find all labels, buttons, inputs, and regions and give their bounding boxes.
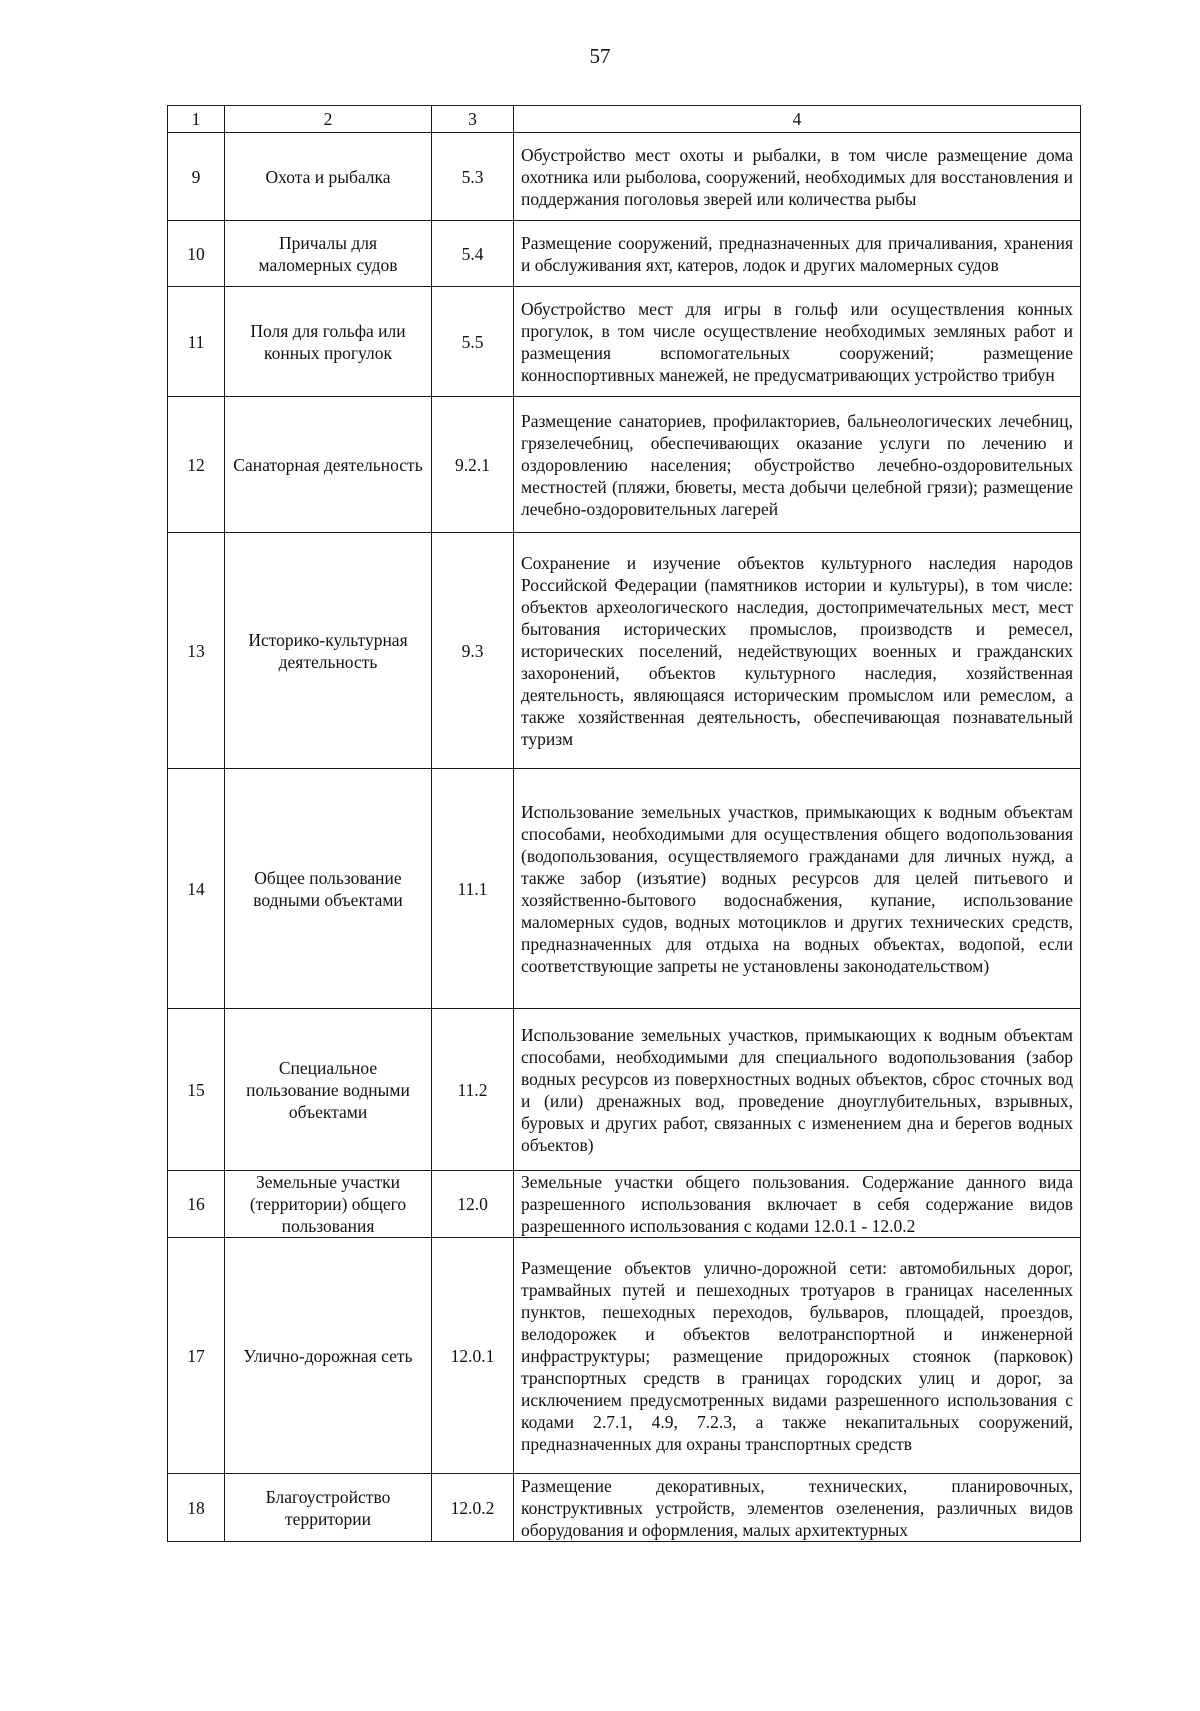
land-use-table xyxy=(167,105,1081,1542)
use-name: Земельные участки (территории) общего пользования xyxy=(225,1171,432,1238)
use-code: 12.0.2 xyxy=(432,1474,514,1542)
use-description: Размещение декоративных, технических, планировочных, конструктивных устройств, элементов озеленения, различных видов оборудования и оформления, малых архитектурных xyxy=(514,1474,1081,1542)
table-row xyxy=(168,1238,1081,1474)
table-row xyxy=(168,397,1081,533)
header-col-4: 4 xyxy=(514,106,1081,133)
table-row xyxy=(168,769,1081,1009)
use-name: Улично-дорожная сеть xyxy=(225,1238,432,1474)
table-row xyxy=(168,1009,1081,1171)
use-description: Размещение санаториев, профилакториев, бальнеологических лечебниц, грязелечебниц, обеспечивающих оказание услуги по лечению и оздоровлению населения; обустройство лечебно-оздоровительных местностей (пляжи, бюветы, места добычи целебной грязи); размещение лечебно-оздоровительных лагерей xyxy=(514,397,1081,533)
use-code: 5.5 xyxy=(432,287,514,397)
table-body xyxy=(168,133,1081,1542)
use-description: Сохранение и изучение объектов культурного наследия народов Российской Федерации (памятников истории и культуры), в том числе: объектов археологического наследия, достопримечательных мест, мест бытования исторических промыслов, производств и ремесел, исторических поселений, недействующих военных и гражданских захоронений, объектов культурного наследия, хозяйственная деятельность, являющаяся историческим промыслом или ремеслом, а также хозяйственная деятельность, обеспечивающая познавательный туризм xyxy=(514,533,1081,769)
use-code: 12.0 xyxy=(432,1171,514,1238)
use-name: Поля для гольфа или конных прогулок xyxy=(225,287,432,397)
table-row xyxy=(168,533,1081,769)
use-name: Причалы для маломерных судов xyxy=(225,221,432,287)
row-number: 11 xyxy=(168,287,225,397)
row-number: 18 xyxy=(168,1474,225,1542)
table-header xyxy=(168,106,1081,133)
header-col-2: 2 xyxy=(225,106,432,133)
row-number: 14 xyxy=(168,769,225,1009)
table-row xyxy=(168,287,1081,397)
use-name: Историко-культурная деятельность xyxy=(225,533,432,769)
page-number: 57 xyxy=(589,44,611,68)
row-number: 16 xyxy=(168,1171,225,1238)
use-description: Обустройство мест охоты и рыбалки, в том числе размещение дома охотника или рыболова, сооружений, необходимых для восстановления и поддержания поголовья зверей или количества рыбы xyxy=(514,133,1081,221)
use-code: 5.4 xyxy=(432,221,514,287)
header-row xyxy=(168,106,1081,133)
use-description: Размещение сооружений, предназначенных для причаливания, хранения и обслуживания яхт, катеров, лодок и других маломерных судов xyxy=(514,221,1081,287)
use-description: Размещение объектов улично-дорожной сети: автомобильных дорог, трамвайных путей и пешеходных тротуаров в границах населенных пунктов, пешеходных переходов, бульваров, площадей, проездов, велодорожек и объектов велотранспортной и инженерной инфраструктуры; размещение придорожных стоянок (парковок) транспортных средств в границах городских улиц и дорог, за исключением предусмотренных видами разрешенного использования с кодами 2.7.1, 4.9, 7.2.3, а также некапитальных сооружений, предназначенных для охраны транспортных средств xyxy=(514,1238,1081,1474)
table-row xyxy=(168,221,1081,287)
row-number: 17 xyxy=(168,1238,225,1474)
row-number: 15 xyxy=(168,1009,225,1171)
use-code: 12.0.1 xyxy=(432,1238,514,1474)
table-row xyxy=(168,1474,1081,1542)
header-col-1: 1 xyxy=(168,106,225,133)
use-code: 5.3 xyxy=(432,133,514,221)
use-description: Обустройство мест для игры в гольф или осуществления конных прогулок, в том числе осуществление необходимых земляных работ и размещения вспомогательных сооружений; размещение конноспортивных манежей, не предусматривающих устройство трибун xyxy=(514,287,1081,397)
row-number: 10 xyxy=(168,221,225,287)
use-description: Использование земельных участков, примыкающих к водным объектам способами, необходимыми для специального водопользования (забор водных ресурсов из поверхностных водных объектов, сброс сточных вод и (или) дренажных вод, проведение дноуглубительных, взрывных, буровых и других работ, связанных с изменением дна и берегов водных объектов) xyxy=(514,1009,1081,1171)
use-name: Общее пользование водными объектами xyxy=(225,769,432,1009)
use-code: 11.1 xyxy=(432,769,514,1009)
use-name: Благоустройство территории xyxy=(225,1474,432,1542)
use-name: Охота и рыбалка xyxy=(225,133,432,221)
use-description: Использование земельных участков, примыкающих к водным объектам способами, необходимыми для осуществления общего водопользования (водопользования, осуществляемого гражданами для личных нужд, а также забор (изъятие) водных ресурсов для целей питьевого и хозяйственно-бытового водоснабжения, купание, использование маломерных судов, водных мотоциклов и других технических средств, предназначенных для отдыха на водных объектах, водопой, если соответствующие запреты не установлены законодательством) xyxy=(514,769,1081,1009)
row-number: 12 xyxy=(168,397,225,533)
table-row xyxy=(168,1171,1081,1238)
table-row xyxy=(168,133,1081,221)
use-code: 11.2 xyxy=(432,1009,514,1171)
row-number: 9 xyxy=(168,133,225,221)
use-description: Земельные участки общего пользования. Содержание данного вида разрешенного использования включает в себя содержание видов разрешенного использования с кодами 12.0.1 - 12.0.2 xyxy=(514,1171,1081,1238)
use-name: Специальное пользование водными объектами xyxy=(225,1009,432,1171)
use-code: 9.3 xyxy=(432,533,514,769)
row-number: 13 xyxy=(168,533,225,769)
use-name: Санаторная деятельность xyxy=(225,397,432,533)
use-code: 9.2.1 xyxy=(432,397,514,533)
header-col-3: 3 xyxy=(432,106,514,133)
